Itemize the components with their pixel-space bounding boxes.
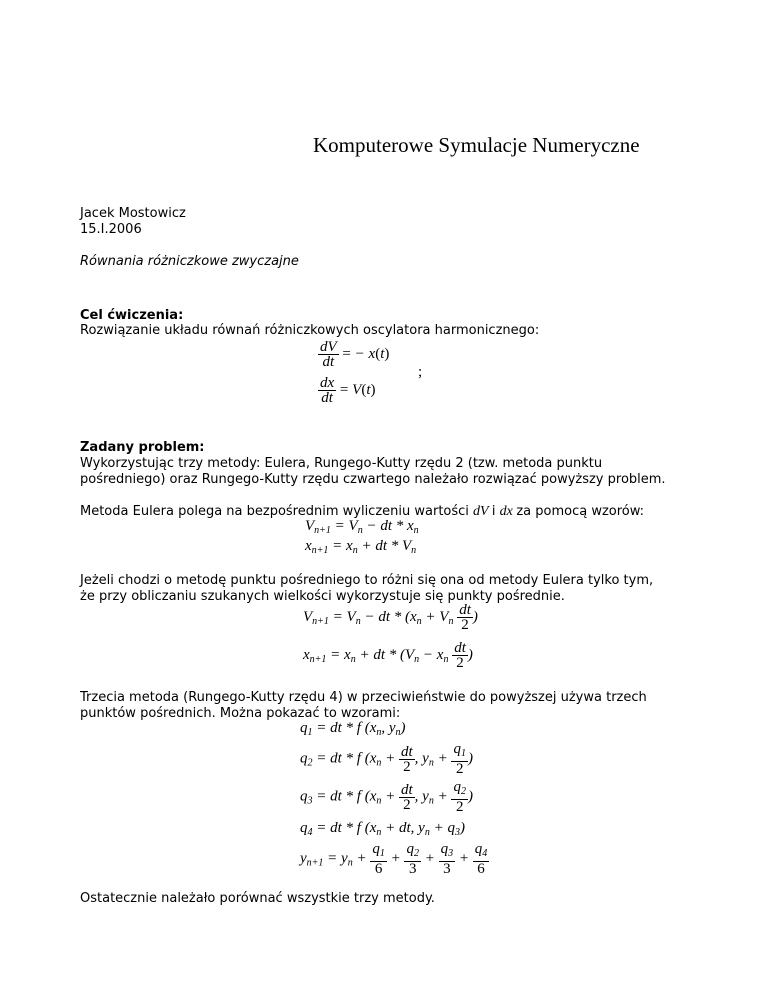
problem-text-line1: Wykorzystując trzy metody: Eulera, Rungego-Kutty rzędu 2 (tzw. metoda punktu — [80, 456, 603, 471]
euler-text-after: za pomocą wzorów: — [516, 504, 645, 519]
equation-dv-dt: $\frac{dV}{dt}$ = − x(t) — [320, 339, 390, 370]
rk4-text-line1: Trzecia metoda (Rungego-Kutty rzędu 4) w przeciwieństwie do powyższej używa trzech — [80, 690, 647, 705]
midpoint-text-line1: Jeżeli chodzi o metodę punktu pośredniego to różni się ona od metody Eulera tylko tym, — [80, 573, 654, 588]
euler-formula-x: $x_{n+1} = x_n$ + dt * $V_n$ — [305, 538, 417, 556]
euler-text: Metoda Eulera polega na bezpośrednim wyliczeniu wartości dV i dx za pomocą wzorów: — [80, 504, 645, 519]
goal-text: Rozwiązanie układu równań różniczkowych oscylatora harmonicznego: — [80, 323, 540, 338]
rk4-text-line2: punktów pośrednich. Można pokazać to wzorami: — [80, 706, 401, 721]
author-name: Jacek Mostowicz — [80, 206, 186, 221]
document-subject: Równania różniczkowe zwyczajne — [80, 254, 299, 269]
problem-text-line2: pośredniego) oraz Rungego-Kutty rzędu czwartego należało rozwiązać powyższy problem. — [80, 472, 666, 487]
document-title: Komputerowe Symulacje Numeryczne — [313, 133, 640, 157]
equation-separator: ; — [418, 364, 423, 380]
rk4-formula-q4: $q_4$ = dt * f ($x_n$ + dt, $y_n + q_3$) — [300, 820, 465, 838]
midpoint-text-line2: że przy obliczaniu szukanych wielkości wykorzystuje się punkty pośrednie. — [80, 589, 565, 604]
rk4-formula-q1: $q_1$ = dt * f ($x_n$, $y_n$) — [300, 720, 406, 738]
midpoint-formula-v: $V_{n+1} = V_n$ − dt * ($x_n + V_n$ $\frac{dt}{2}$ ) — [303, 602, 478, 633]
conclusion-text: Ostatecznie należało porównać wszystkie trzy metody. — [80, 891, 435, 906]
rk4-formula-q3: $q_3$ = dt * f ($x_n$ + $\frac{dt}{2}$ , $y_n$ + $\frac{q_2}{2}$ ) — [300, 779, 473, 815]
goal-heading: Cel ćwiczenia: — [80, 308, 184, 323]
euler-text-before: Metoda Eulera polega na bezpośrednim wyliczeniu wartości — [80, 504, 469, 519]
euler-formula-v: $V_{n+1} = V_n$ − dt * $x_n$ — [305, 518, 419, 536]
midpoint-formula-x: $x_{n+1} = x_n$ + dt * ($V_n - x_n$ $\frac{dt}{2}$ ) — [303, 640, 473, 671]
rk4-formula-q2: $q_2$ = dt * f ($x_n$ + $\frac{dt}{2}$ , $y_n$ + $\frac{q_1}{2}$ ) — [300, 741, 473, 777]
euler-text-mid: i — [491, 504, 496, 519]
equation-dx-dt: $\frac{dx}{dt}$ = V(t) — [320, 375, 376, 406]
document-date: 15.I.2006 — [80, 222, 142, 237]
problem-heading: Zadany problem: — [80, 440, 205, 455]
rk4-formula-y: $y_{n+1} = y_n$ + $\frac{q_1}{6}$ + $\frac{q_2}{3}$ + $\frac{q_3}{3}$ + $\frac{q_4}{6}$ — [300, 841, 488, 877]
